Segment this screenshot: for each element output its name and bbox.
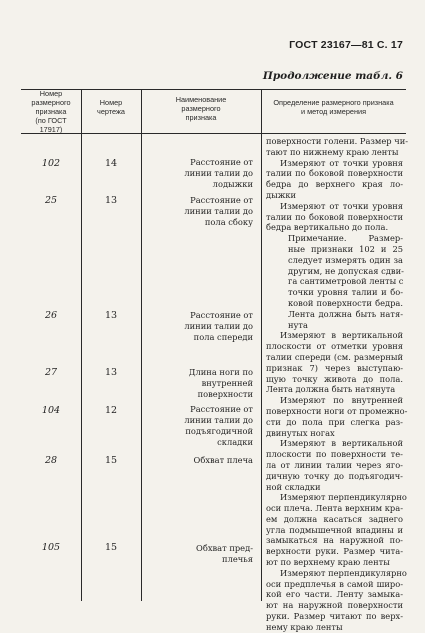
row-name: Обхват пред- плечья [196,543,253,564]
page-header: ГОСТ 23167—81 С. 17 [289,39,403,51]
row-drawing: 13 [104,195,118,206]
row-drawing: 15 [104,542,118,553]
row-name: Расстояние от линии талии до подъягодичной складки [184,404,253,447]
definition-line: Измеряют в вертикальной [280,330,403,341]
definition-line: ют по верхнему краю ленты [266,557,390,568]
row-number: 102 [41,158,61,169]
definition-line: дыжки [266,189,297,200]
definition-line: Измеряют от точки уровня [280,200,403,211]
row-name: Обхват плеча [193,455,253,465]
definition-line: Измеряют в вертикальной [280,438,403,449]
definition-line: дичную точку до подъягодич- [266,470,403,481]
row-name: Расстояние от линии талии до лодыжки [184,157,253,189]
row-number: 26 [44,310,58,321]
header-col-drawing: Номер чертежа [97,98,125,116]
row-number: 105 [41,542,61,553]
definition-line: точки уровня талии и бо- [288,287,403,298]
row-name: Расстояние от линии талии до пола спереди [184,310,253,342]
definition-line: следует измерять один за [288,254,403,265]
row-name: Длина ноги по внутренней поверхности [188,367,253,399]
row-number: 104 [41,405,61,416]
definition-line: талии по боковой поверхности [266,211,403,222]
definition-line: ют на наружной поверхности [266,600,403,611]
column-divider-3 [261,89,262,601]
definition-line: Примечание. Размер- [288,233,403,244]
definition-line: Измеряют от точки уровня [280,157,403,168]
definition-line: поверхности ноги от промежно- [266,405,408,416]
row-number: 27 [44,367,58,378]
definition-line: кой его части. Ленту замыка- [266,589,403,600]
definition-line: признак 7) через выступаю- [266,362,403,373]
definition-line: угла подмышечной впадины и [266,524,403,535]
header-col-name: Наименование размерного признака [175,95,227,122]
definition-line: верхности руки. Размер чита- [266,546,403,557]
definition-column [266,136,409,633]
definition-line: бедра вертикально до пола. [266,222,389,233]
definition-line: замыкаться на наружной по- [266,535,403,546]
definition-line: оси предплечья в самой широ- [266,578,403,589]
row-drawing: 12 [104,405,118,416]
table-continuation-title: Продолжение табл. 6 [262,70,403,82]
definition-line: Измеряют перпендикулярно [280,492,407,503]
row-drawing: 15 [104,455,118,466]
column-divider-2 [141,89,142,601]
definition-line: плоскости от отметки уровня [266,341,403,352]
row-name: Расстояние от линии талии до пола сбоку [184,195,253,227]
definition-line: талии по боковой поверхности [266,168,403,179]
definition-line: ной складки [266,481,321,492]
definition-line: нему краю ленты [266,621,343,632]
definition-line: сти до пола при слегка раз- [266,416,403,427]
row-number: 25 [44,195,58,206]
definition-line: руки. Размер читают по верх- [266,611,403,622]
definition-line: бедра до верхнего края ло- [266,179,403,190]
definition-line: ковой поверхности бедра. [288,297,403,308]
definition-line: ла от линии талии через яго- [266,459,403,470]
row-drawing: 13 [104,310,118,321]
measurement-table [21,89,409,632]
definition-line: другим, не допуская сдви- [288,265,404,276]
definition-line: плоскости по поверхности те- [266,449,403,460]
header-col-definition: Определение размерного признака и метод измерения [273,98,394,116]
row-drawing: 14 [104,158,118,169]
definition-line: щую точку живота до пола. [266,373,403,384]
definition-line: двинутых ногах [266,427,335,438]
definition-line: Измеряют по внутренней [280,395,403,406]
header-col-number: Номер размерного признака (по ГОСТ 17917) [31,89,71,134]
definition-line: талии спереди (см. размерный [266,351,403,362]
definition-line: нута [288,319,308,330]
definition-line: тают по нижнему краю ленты [266,146,399,157]
row-drawing: 13 [104,367,118,378]
definition-line: ем должна касаться заднего [266,513,403,524]
row-number: 28 [44,455,58,466]
definition-line: га сантиметровой ленты с [288,276,404,287]
definition-line: Лента должна быть натя- [288,308,403,319]
definition-line: Лента должна быть натянута [266,384,396,395]
definition-line: Измеряют перпендикулярно [280,567,407,578]
definition-line: ные признаки 102 и 25 [288,243,403,254]
definition-line: оси плеча. Лента верхним кра- [266,503,403,514]
definition-line: поверхности голени. Размер чи- [266,136,409,146]
